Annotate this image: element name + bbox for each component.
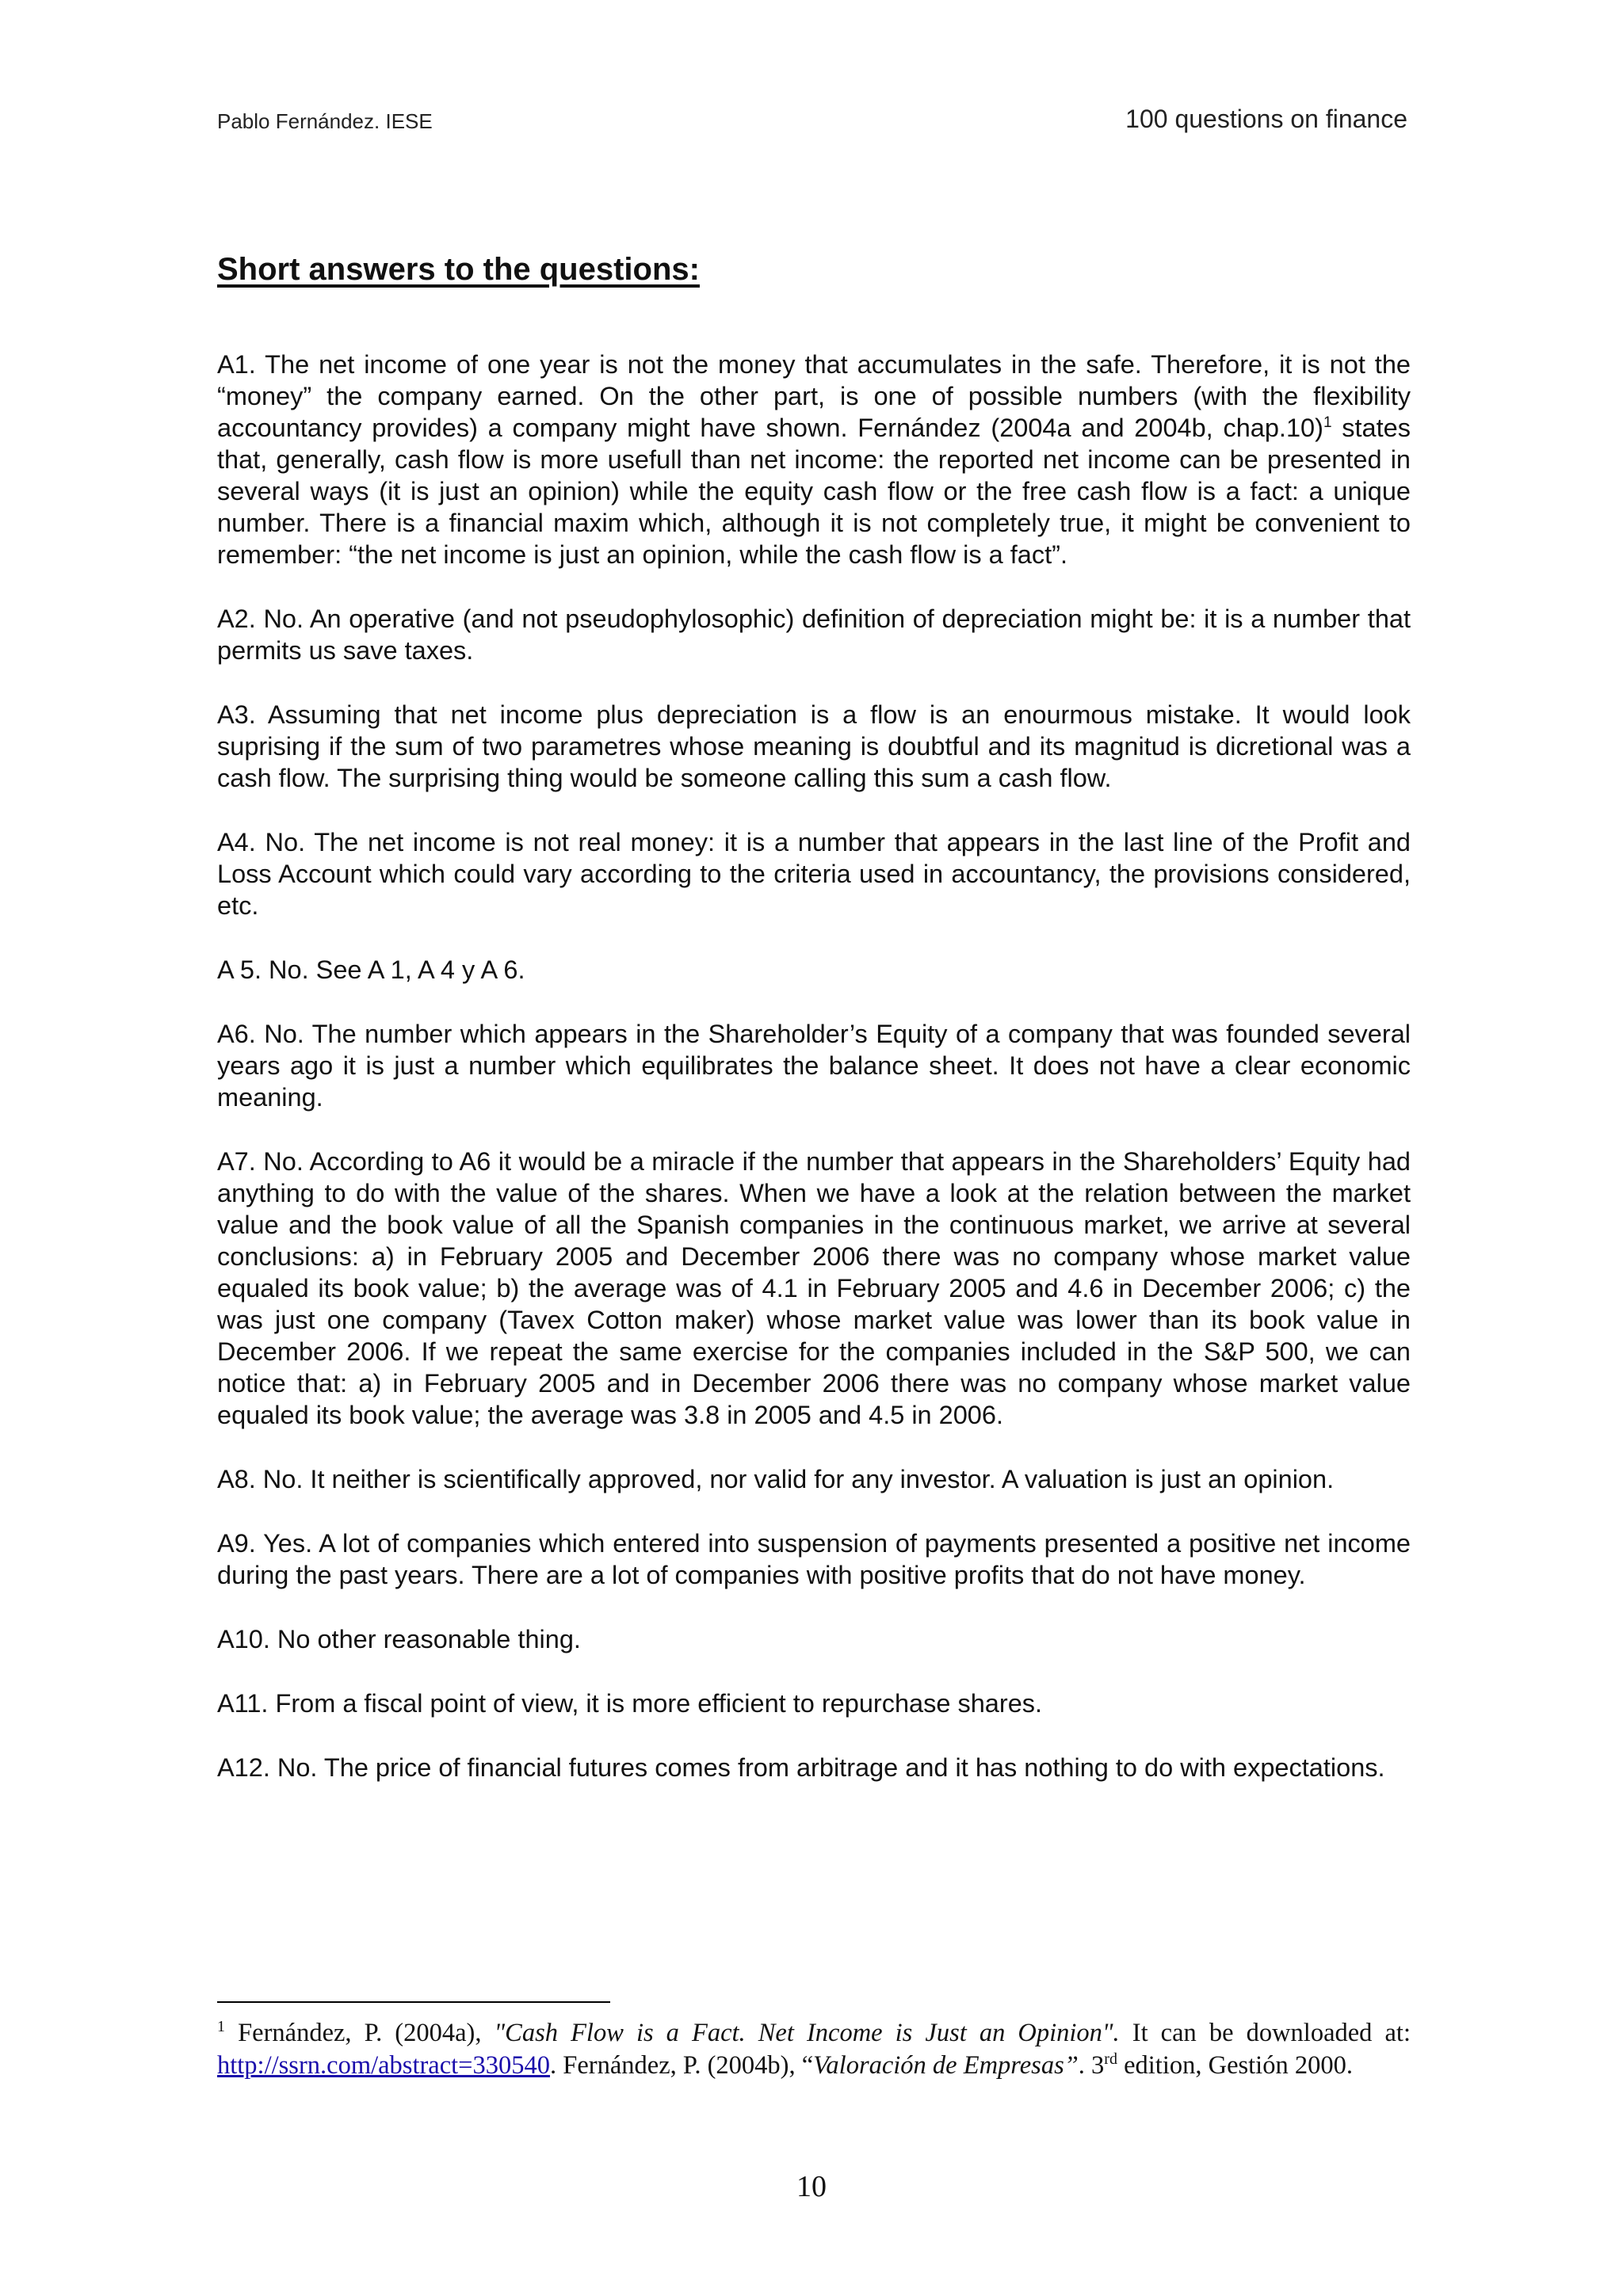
answer-a11: A11. From a fiscal point of view, it is more efficient to repurchase shares. [217, 1689, 1043, 1718]
header-book-title: 100 questions on finance [1125, 105, 1407, 133]
footnote [217, 2017, 1411, 2082]
footnote-part4: . 3 [1078, 2051, 1105, 2080]
footnote-title2: Valoración de Empresas” [813, 2051, 1079, 2080]
answer-a3: A3. Assuming that net income plus depreciation is a flow is an enourmous mistake. It would look suprising if the sum of two parametres whose meaning is doubtful and its magnitud is dicretional was a cash flow. The surprising thing would be someone calling this sum a cash flow. [217, 700, 1411, 792]
answer-a6: A6. No. The number which appears in the Shareholder’s Equity of a company that was founded several years ago it is just a number which equilibrates the balance sheet. It does not have a clear economic meaning. [217, 1020, 1411, 1112]
footnote-part2: It can be downloaded at: [1119, 2019, 1411, 2047]
footnote-edition-sup: rd [1104, 2050, 1117, 2069]
answer-a1-text: A1. The net income of one year is not the money that accumulates in the safe. Therefore, it is not the “money” the company earned. On the other part, is one of possible numbers (with the flexibility accountancy provides) a company might have shown. Fernández (2004a and 2004b, chap.10) [217, 350, 1411, 442]
footnote-part5: edition, Gestión 2000. [1117, 2051, 1353, 2080]
answers-list [217, 349, 1411, 1816]
answer-a10: A10. No other reasonable thing. [217, 1625, 581, 1653]
answer-a12: A12. No. The price of financial futures comes from arbitrage and it has nothing to do with expectations. [217, 1753, 1385, 1782]
footnote-link[interactable]: http://ssrn.com/abstract=330540 [217, 2051, 551, 2080]
footnote-separator [217, 2001, 610, 2003]
footnote-part3: . Fernández, P. (2004b), “ [550, 2051, 814, 2080]
answer-a5: A 5. No. See A 1, A 4 y A 6. [217, 955, 525, 984]
section-title: Short answers to the questions: [217, 252, 700, 287]
header-author: Pablo Fernández. IESE [217, 109, 433, 133]
footnote-part1: Fernández, P. (2004a), [225, 2019, 495, 2047]
answer-a8: A8. No. It neither is scientifically approved, nor valid for any investor. A valuation is just an opinion. [217, 1465, 1335, 1493]
footnote-marker: 1 [217, 2018, 225, 2036]
footnote-ref[interactable]: 1 [1323, 414, 1332, 432]
answer-a1-text-after: states that, generally, cash flow is more usefull than net income: the reported net income can be presented in several ways (it is just an opinion) while the equity cash flow or the free cash flow is a fact: a unique number. There is a financial maxim which, although it is not completely true, it might be convenient to remember: “the net income is just an opinion, while the cash flow is a fact”. [217, 414, 1411, 569]
answer-a7: A7. No. According to A6 it would be a miracle if the number that appears in the Shareholders’ Equity had anything to do with the value of the shares. When we have a look at the relation between the market value and the book value of all the Spanish companies in the continuous market, we arrive at several conclusions: a) in February 2005 and December 2006 there was no company whose market value equaled its book value; b) the average was of 4.1 in February 2005 and 4.6 in December 2006; c) the was just one company (Tavex Cotton maker) whose market value was lower than its book value in December 2006. If we repeat the same exercise for the companies included in the S&P 500, we can notice that: a) in February 2005 and in December 2006 there was no company whose market value equaled its book value; the average was 3.8 in 2005 and 4.5 in 2006. [217, 1147, 1411, 1429]
footnote-title1: "Cash Flow is a Fact. Net Income is Just an Opinion". [494, 2019, 1120, 2047]
answer-a9: A9. Yes. A lot of companies which entered into suspension of payments presented a positive net income during the past years. There are a lot of companies with positive profits that do not have money. [217, 1529, 1411, 1589]
answer-a1 [217, 349, 1411, 570]
answer-a2: A2. No. An operative (and not pseudophylosophic) definition of depreciation might be: it is a number that permits us save taxes. [217, 605, 1411, 665]
answer-a4: A4. No. The net income is not real money: it is a number that appears in the last line of the Profit and Loss Account which could vary according to the criteria used in accountancy, the provisions considered, etc. [217, 828, 1411, 920]
page-number: 10 [796, 2170, 827, 2203]
